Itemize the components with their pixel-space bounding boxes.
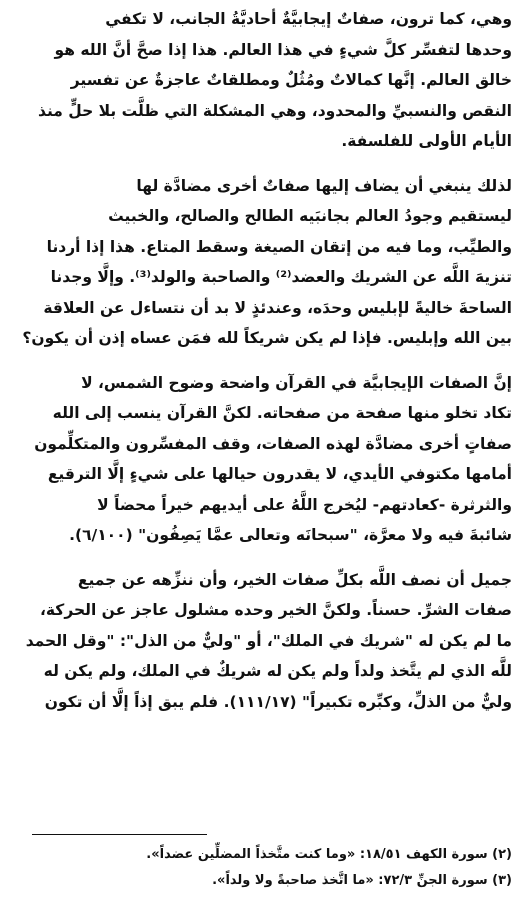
text-line: بين الله وإبليس. فإذا لم يكن شريكاً لله فمَن عساه إذن أن يكون؟ [22, 329, 512, 347]
text-line: والطيِّب، وما فيه من إتقان الصيغة وسقط المتاع. هذا إذا أردنا [46, 237, 512, 256]
text-line: ما لم يكن له "شريك في الملك"، أو "وليٌّ من الذل": "وقل الحمد [25, 631, 512, 650]
text-line: تكاد تخلو منها صفحة من صفحاته. لكنَّ القرآن ينسب إلى الله [52, 404, 512, 422]
text-line: وليٌّ من الذلِّ، وكبِّره تكبيراً" (١١١/١٧). فلم يبق إذاً إلَّا أن تكون [44, 692, 512, 711]
footnote-3: (٣) سورة الجنِّ ٧٢/٣: «ما اتَّخذ صاحبةً ولا ولداً». [212, 873, 512, 888]
footnotes [20, 842, 512, 894]
text-line: وهي، كما ترون، صفاتٌ إيجابيَّةٌ أحاديَّةُ الجانب، لا تكفي [105, 10, 512, 28]
text-line: الأيام الأولى للفلسفة. [341, 132, 512, 150]
text-line: لذلك ينبغي أن يضاف إليها صفاتٌ أخرى مضادَّة لها [136, 176, 512, 195]
text-line: والثرثرة -كعادتهم- ليُخرج اللَّهُ على أيديهم خيراً محضاً لا [97, 495, 512, 514]
paragraph-4 [20, 565, 512, 718]
text-line: صفات الشرِّ. حسناً. ولكنَّ الخير وحده مشلول عاجز عن الحركة، [40, 601, 512, 619]
text-line: خالق العالم. إنَّها كمالاتٌ ومُثُلٌ ومطلقاتٌ عاجزةٌ عن تفسير [70, 71, 512, 89]
footnote-divider [32, 834, 207, 835]
text-line: النقص والنسبيِّ والمحدود، وهي المشكلة التي ظلَّت بلا حلٍّ منذ [37, 101, 512, 120]
text-line: أمامها مكتوفي الأيدي، لا يقدرون حيالها على شيءٍ إلَّا الترقيع [47, 465, 512, 483]
text-line: تنزيهَ اللَّه عن الشريك والعضد⁽²⁾ والصاحبة والولد⁽³⁾. وإلَّا وجدنا [50, 268, 512, 286]
text-line: شائبةَ فيه ولا معرَّة، "سبحانَه وتعالى عمَّا يَصِفُون" (٦/١٠٠). [69, 526, 512, 544]
paragraph-2 [20, 171, 512, 354]
text-line: ليستقيم وجودُ العالم بجانبَيه الطالح والصالح، والخبيث [108, 207, 512, 225]
text-line: للَّه الذي لم يتَّخذ ولداً ولم يكن له شريكٌ في الملك، ولم يكن له [43, 662, 512, 680]
text-line: وحدها لتفسِّر كلَّ شيءٍ في هذا العالم. هذا إذا صحَّ أنَّ الله هو [54, 40, 512, 59]
text-line: الساحةَ خاليةً لإبليس وحدَه، وعندئذٍ لا بد أن نتساءل عن العلاقة [43, 298, 512, 317]
text-line: جميل أن نصف اللَّه بكلِّ صفات الخير، وأن ننزِّهه عن جميع [77, 570, 512, 589]
text-line: إنَّ الصفات الإيجابيَّة في القرآن واضحة وضوح الشمس، لا [81, 373, 512, 392]
paragraph-1 [20, 4, 512, 157]
text-line: صفاتٍ أخرى مضادَّة لهذه الصفات، وقف المفسِّرون والمتكلِّمون [34, 434, 512, 453]
paragraph-3 [20, 368, 512, 551]
footnote-2: (٢) سورة الكهف ١٨/٥١: «وما كنت متَّخذاً المضلِّين عضداً». [146, 847, 512, 862]
